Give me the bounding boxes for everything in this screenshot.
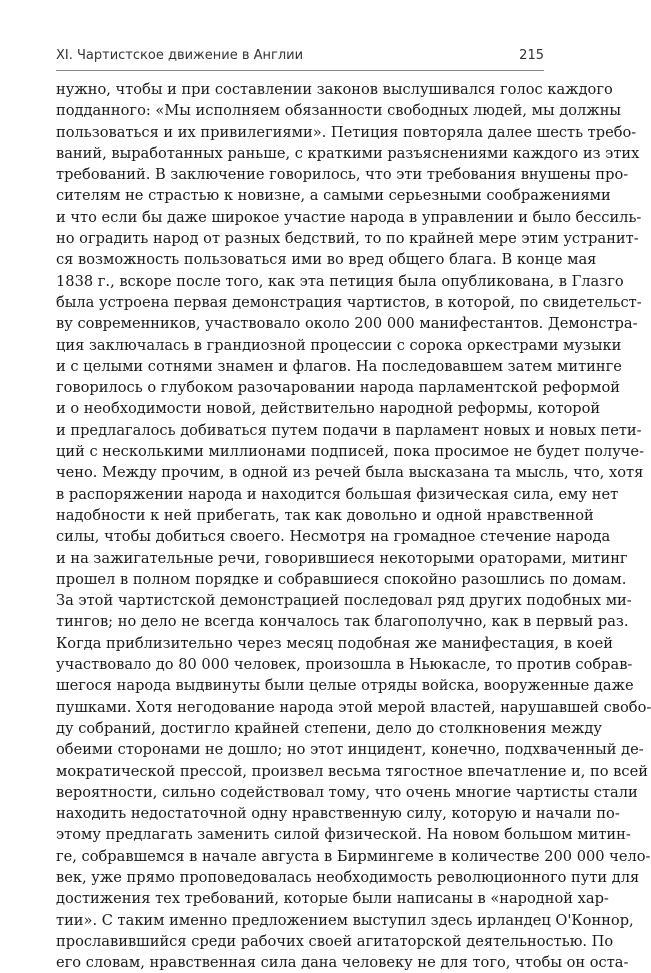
text-line: Когда приблизительно через месяц подобная же манифестация, в коей [56, 634, 613, 652]
text-line: обеими сторонами не дошло; но этот инцидент, конечно, подхваченный де- [56, 741, 644, 759]
text-line: пользоваться и их привилегиями». Петиция повторяла далее шесть требо- [56, 123, 637, 141]
text-line: век, уже прямо проповедовалась необходимость революционного пути для [56, 868, 640, 886]
chapter-title: XI. Чартистское движение в Англии [56, 48, 304, 63]
text-line: вероятности, сильно содействовал тому, что очень многие чартисты стали [56, 783, 638, 801]
text-line: подданного: «Мы исполняем обязанности свободных людей, мы должны [56, 102, 622, 120]
text-line: требований. В заключение говорилось, что эти требования внушены про- [56, 166, 629, 184]
text-line: тии». С таким именно предложением выступил здесь ирландец О'Коннор, [56, 911, 634, 929]
text-line: и с целыми сотнями знамен и флагов. На последовавшем затем митинге [56, 357, 622, 375]
text-line: этому предлагать заменить силой физической. На новом большом митин- [56, 826, 631, 844]
text-line: говорилось о глубоком разочаровании народа парламентской реформой [56, 379, 620, 397]
text-line: ду собраний, достигло крайней степени, дело до столкновения между [56, 719, 602, 737]
text-line: ция заключалась в грандиозной процессии с сорока оркестрами музыки [56, 336, 622, 354]
text-line: была устроена первая демонстрация чартистов, в которой, по свидетельст- [56, 293, 642, 311]
text-line: его словам, нравственная сила дана человеку не для того, чтобы он оста- [56, 954, 629, 972]
text-line: нужно, чтобы и при составлении законов выслушивался голос каждого [56, 81, 613, 98]
text-line: но оградить народ от разных бедствий, то по крайней мере этим устранит- [56, 230, 639, 248]
text-line: в распоряжении народа и находится большая физическая сила, ему нет [56, 485, 619, 503]
text-line: и что если бы даже широкое участие народа в управлении и было бессиль- [56, 208, 642, 226]
text-line: надобности к ней прибегать, так как довольно и одной нравственной [56, 506, 594, 524]
text-line: ву современников, участвовало около 200 000 манифестантов. Демонстра- [56, 315, 638, 333]
text-line: тингов; но дело не всегда кончалось так благополучно, как в первый раз. [56, 613, 629, 631]
text-line: ге, собравшемся в начале августа в Бирмингеме в количестве 200 000 чело- [56, 847, 651, 865]
text-line: ся возможность пользоваться ими во вред общего блага. В конце мая [56, 251, 597, 269]
text-line: достижения тех требований, которые были написаны в «народной хар- [56, 890, 609, 908]
text-line: прошел в полном порядке и собравшиеся спокойно разошлись по домам. [56, 570, 627, 588]
text-line: сителям не страстью к новизне, а самыми серьезными соображениями [56, 187, 611, 205]
text-line: ваний, выработанных раньше, с краткими разъяснениями каждого из этих [56, 144, 640, 162]
body-text [56, 79, 651, 973]
text-line: чено. Между прочим, в одной из речей была высказана та мысль, что, хотя [56, 464, 644, 482]
text-line: 1838 г., вскоре после того, как эта петиция была опубликована, в Глазго [56, 272, 624, 290]
text-line: и о необходимости новой, действительно народной реформы, которой [56, 400, 601, 418]
text-line: силы, чтобы добиться своего. Несмотря на громадное стечение народа [56, 528, 611, 546]
page-number: 215 [519, 48, 544, 63]
text-line: мократической прессой, произвел весьма тягостное впечатление и, по всей [56, 762, 648, 780]
text-line: За этой чартистской демонстрацией последовал ряд других подобных ми- [56, 592, 632, 610]
text-line: пушками. Хотя негодование народа этой мерой властей, нарушавшей свобо- [56, 698, 651, 716]
text-line: и на зажигательные речи, говорившиеся некоторыми ораторами, митинг [56, 549, 628, 567]
text-line: шегося народа выдвинуты были целые отряды войска, вооруженные даже [56, 677, 634, 695]
text-line: и предлагалось добиваться путем подачи в парламент новых и новых пети- [56, 421, 642, 439]
text-line: участвовало до 80 000 человек, произошла в Ньюкасле, то против собрав- [56, 656, 633, 674]
running-header [56, 44, 544, 66]
text-line: ций с несколькими миллионами подписей, пока просимое не будет получе- [56, 443, 644, 461]
text-line: прославившийся среди рабочих своей агитаторской деятельностью. По [56, 932, 614, 950]
text-line: находить недостаточной одну нравственную силу, которую и начали по- [56, 805, 620, 823]
header-rule [56, 70, 544, 71]
